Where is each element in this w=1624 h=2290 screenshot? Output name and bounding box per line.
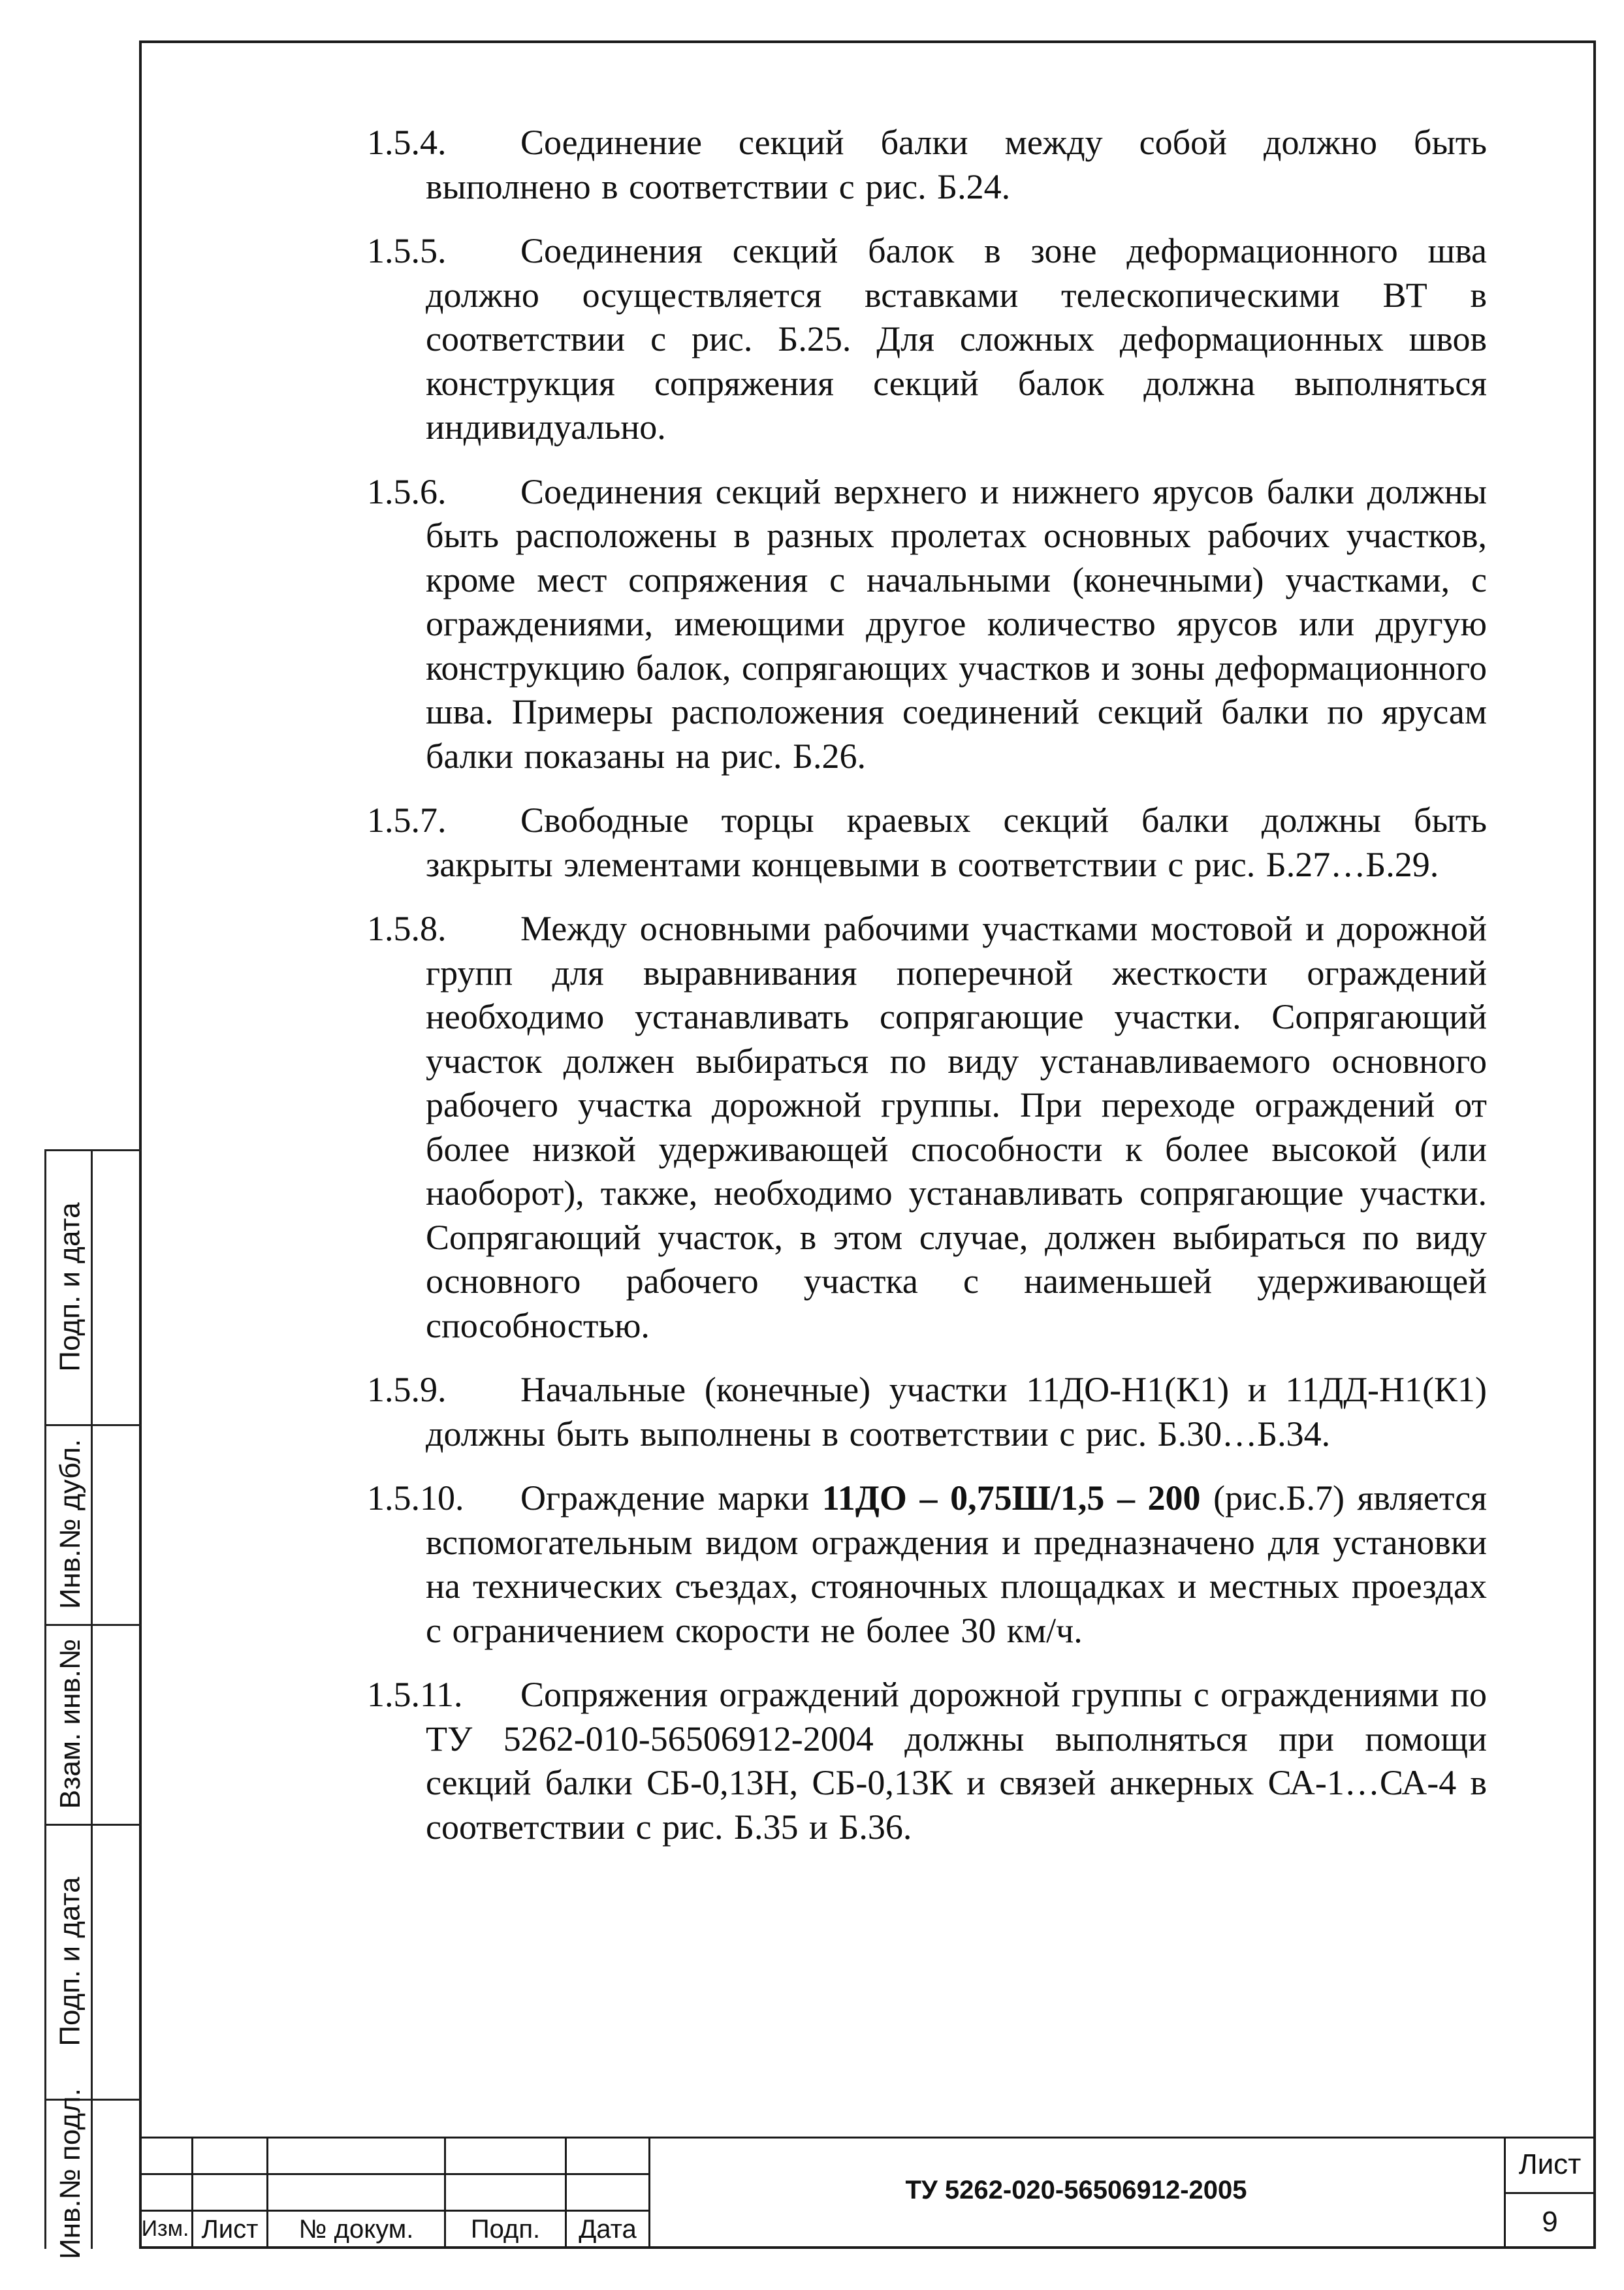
sheet-label: Лист	[1518, 2148, 1582, 2180]
clause-number: 1.5.7.	[367, 801, 447, 840]
clause-number: 1.5.6.	[367, 471, 447, 511]
side-label-dup-inv: Инв.№ дубл.	[54, 1439, 86, 1610]
clause-number: 1.5.9.	[367, 1370, 447, 1409]
clause-number: 1.5.11.	[367, 1675, 463, 1714]
clause-1-5-9	[367, 1368, 1487, 1456]
clause-text: Соединения секций верхнего и нижнего ярусов балки должны быть расположены в разных пролетах основных рабочих участков, кроме мест сопряжения с начальными (конечными) участками, с ограждениями, имеющими другое количество ярусов или другую конструкцию балок, сопрягающих участков и зоны деформационного шва. Примеры расположения соединений секций балки по ярусам балки показаны на рис. Б.26.	[426, 471, 1487, 776]
document-designation: ТУ 5262-020-56506912-2005	[905, 2176, 1247, 2204]
clause-text: Между основными рабочими участками мостовой и дорожной групп для выравнивания поперечной жесткости ограждений необходимо устанавливать сопрягающие участки. Сопрягающий участок должен выбираться по виду устанавливаемого основного рабочего участка дорожной группы. При переходе ограждений от более низкой удерживающей способности к более высокой (или наоборот), также, необходимо устанавливать сопрягающие участки. Сопрягающий участок, в этом случае, должен выбираться по виду основного рабочего участка с наименьшей удерживающей способностью.	[426, 909, 1487, 1345]
tb-col-sign: Подп.	[470, 2215, 541, 2244]
clause-text: Соединение секций балки между собой должно быть выполнено в соответствии с рис. Б.24.	[426, 123, 1487, 206]
clause-1-5-5	[367, 229, 1487, 450]
clause-text: Сопряжения ограждений дорожной группы с ограждениями по ТУ 5262-010-56506912-2004 должны выполняться при помощи секций балки СБ-0,13Н, СБ-0,13К и связей анкерных СА-1…СА-4 в соответствии с рис. Б.35 и Б.36.	[426, 1675, 1487, 1847]
side-label-repl-inv: Взам. инв.№	[54, 1638, 86, 1809]
title-block	[139, 2137, 1596, 2249]
side-stamp	[44, 1149, 139, 2259]
clause-text: Свободные торцы краевых секций балки должны быть закрыты элементами концевыми в соответствии с рис. Б.27…Б.29.	[426, 801, 1487, 884]
sheet-number: 9	[1542, 2206, 1558, 2238]
clause-1-5-10	[367, 1476, 1487, 1653]
barrier-mark: 11ДО – 0,75Ш/1,5 – 200	[821, 1478, 1201, 1518]
clause-number: 1.5.4.	[367, 123, 447, 162]
clause-1-5-8	[367, 907, 1487, 1348]
clause-text: Начальные (конечные) участки 11ДО-Н1(К1) и 11ДД-Н1(К1) должны быть выполнены в соответствии с рис. Б.30…Б.34.	[426, 1370, 1487, 1454]
clause-1-5-6	[367, 470, 1487, 779]
clause-1-5-4	[367, 121, 1487, 209]
tb-col-date: Дата	[579, 2215, 637, 2244]
side-label-orig-inv: Инв.№ подл.	[54, 2088, 87, 2259]
side-label-sign-date-1: Подп. и дата	[54, 1201, 86, 1372]
tb-col-sheet: Лист	[201, 2215, 259, 2244]
clause-number: 1.5.8.	[367, 909, 447, 948]
clause-number: 1.5.5.	[367, 231, 447, 270]
tb-col-change: Изм.	[141, 2216, 189, 2241]
clause-1-5-7	[367, 799, 1487, 887]
clause-text: Соединения секций балок в зоне деформационного шва должно осуществляется вставками телескопическими ВТ в соответствии с рис. Б.25. Для сложных деформационных швов конструкция сопряжения секций балок должна выполняться индивидуально.	[426, 231, 1487, 447]
tb-row-line-1	[139, 2173, 648, 2175]
clause-text-tail: (рис.Б.7) является вспомогательным видом ограждения и предназначено для установки на технических съездах, стояночных площадках и местных проездах с ограничением скорости не более 30 км/ч.	[426, 1478, 1487, 1650]
clause-1-5-11	[367, 1673, 1487, 1849]
clause-number: 1.5.10.	[367, 1478, 464, 1518]
tb-col-doc-no: № докум.	[298, 2215, 414, 2244]
tb-row-line-2	[139, 2210, 648, 2212]
tb-top-line	[139, 2137, 1596, 2139]
clause-text-lead: Ограждение марки	[520, 1478, 822, 1518]
document-body	[367, 121, 1487, 1869]
tb-sheet-line	[1504, 2192, 1596, 2194]
side-label-sign-date-2: Подп. и дата	[54, 1876, 86, 2046]
